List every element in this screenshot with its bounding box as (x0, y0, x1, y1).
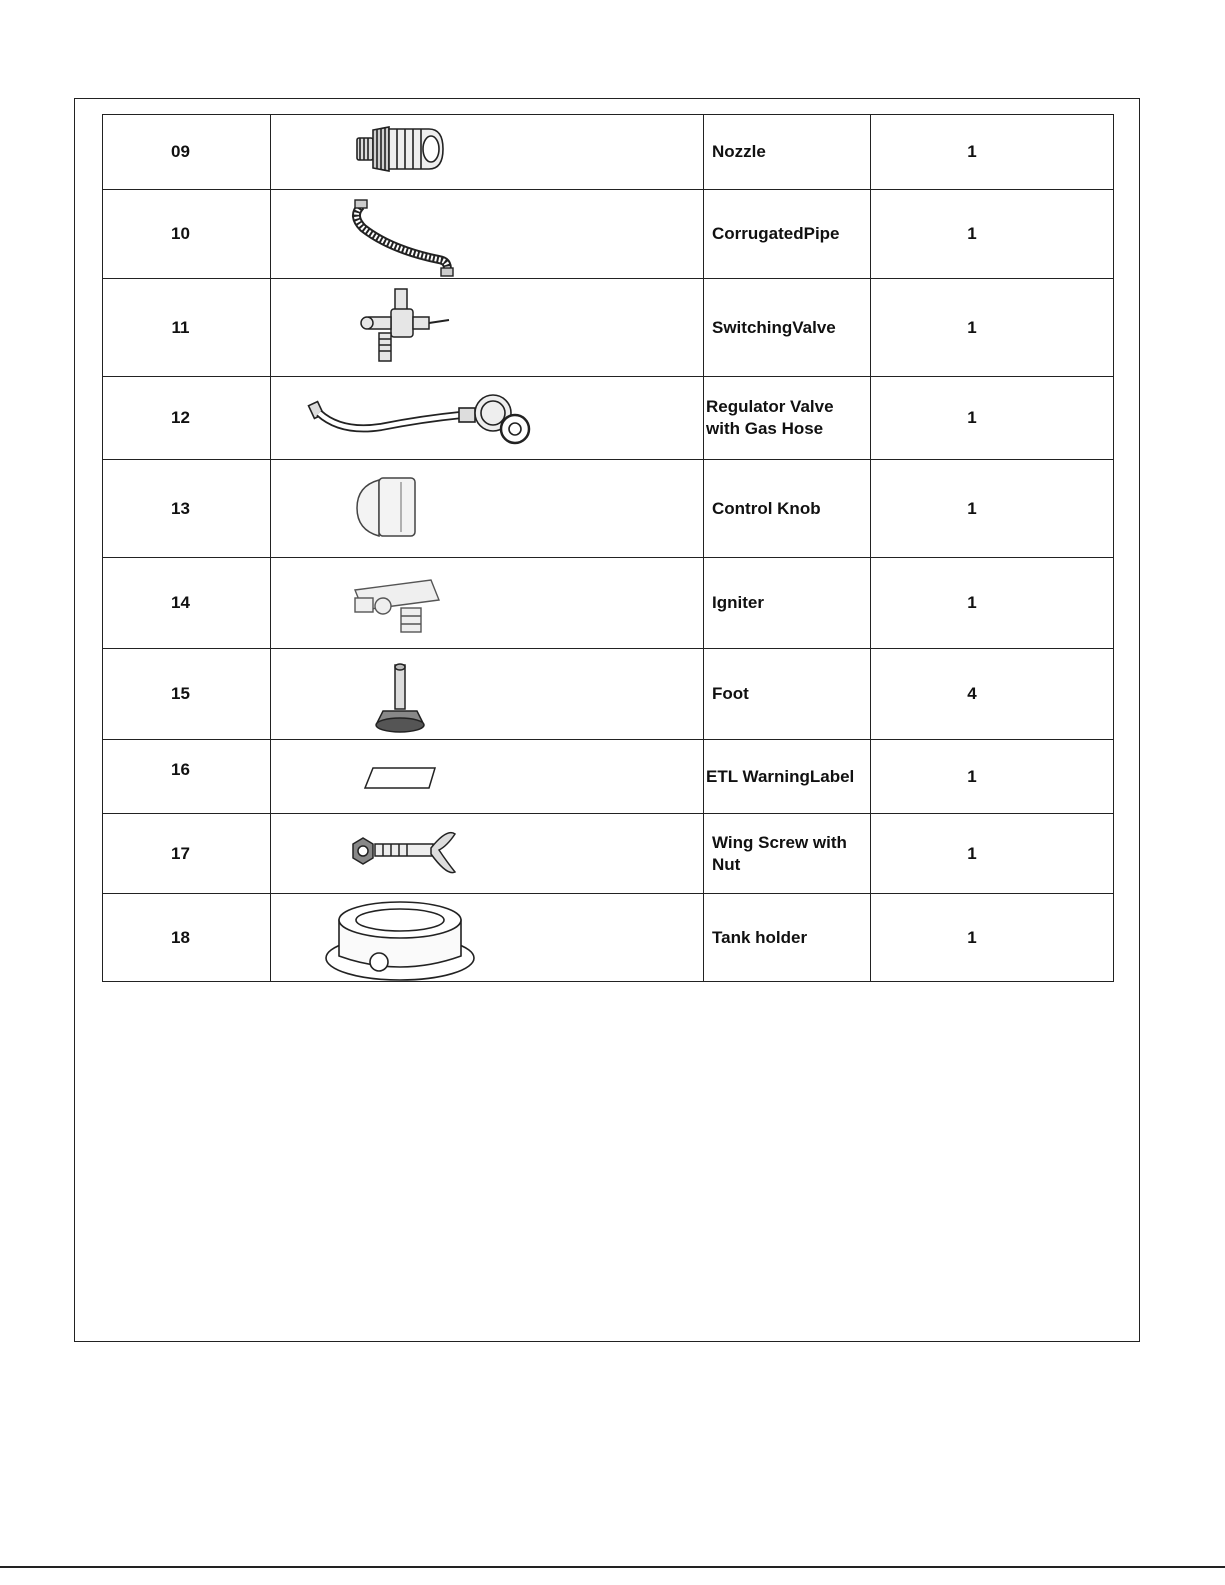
tank-holder-icon (271, 894, 704, 982)
page-bottom-rule (0, 1566, 1225, 1568)
part-image-cell (271, 894, 704, 982)
part-image-cell (271, 740, 704, 814)
table-row (103, 894, 1114, 982)
part-name: Regulator Valve with Gas Hose (704, 377, 871, 460)
part-qty: 1 (871, 377, 1114, 460)
part-image-cell (271, 460, 704, 558)
part-image-cell (271, 814, 704, 894)
part-name: Control Knob (704, 460, 871, 558)
table-row (103, 814, 1114, 894)
part-name: ETL WarningLabel (704, 740, 871, 814)
part-number: 14 (103, 558, 271, 649)
wing-screw-icon (271, 814, 704, 894)
igniter-icon (271, 558, 704, 649)
corrugated-pipe-icon (271, 190, 704, 279)
table-row (103, 649, 1114, 740)
part-image-cell (271, 558, 704, 649)
part-name: Tank holder (704, 894, 871, 982)
switching-valve-icon (271, 279, 704, 377)
table-row (103, 377, 1114, 460)
part-qty: 1 (871, 115, 1114, 190)
part-number: 12 (103, 377, 271, 460)
part-name: SwitchingValve (704, 279, 871, 377)
part-image-cell (271, 649, 704, 740)
part-image-cell (271, 279, 704, 377)
warning-label-icon (271, 740, 704, 814)
nozzle-icon (271, 115, 704, 190)
control-knob-icon (271, 460, 704, 558)
part-image-cell (271, 377, 704, 460)
part-number: 17 (103, 814, 271, 894)
foot-icon (271, 649, 704, 740)
part-number: 13 (103, 460, 271, 558)
table-row (103, 115, 1114, 190)
part-qty: 1 (871, 558, 1114, 649)
part-qty: 1 (871, 814, 1114, 894)
part-qty: 4 (871, 649, 1114, 740)
table-row (103, 190, 1114, 279)
part-name: Igniter (704, 558, 871, 649)
part-number: 15 (103, 649, 271, 740)
part-number: 09 (103, 115, 271, 190)
part-qty: 1 (871, 894, 1114, 982)
part-number: 18 (103, 894, 271, 982)
part-name: CorrugatedPipe (704, 190, 871, 279)
regulator-valve-icon (271, 377, 704, 460)
part-qty: 1 (871, 740, 1114, 814)
table-row (103, 279, 1114, 377)
part-name: Wing Screw with Nut (704, 814, 871, 894)
part-number: 10 (103, 190, 271, 279)
table-row (103, 558, 1114, 649)
part-image-cell (271, 115, 704, 190)
parts-table (102, 114, 1114, 982)
part-number: 16 (103, 740, 271, 814)
part-qty: 1 (871, 279, 1114, 377)
part-image-cell (271, 190, 704, 279)
part-number: 11 (103, 279, 271, 377)
part-name: Foot (704, 649, 871, 740)
table-row (103, 740, 1114, 814)
table-row (103, 460, 1114, 558)
part-qty: 1 (871, 460, 1114, 558)
part-qty: 1 (871, 190, 1114, 279)
part-name: Nozzle (704, 115, 871, 190)
